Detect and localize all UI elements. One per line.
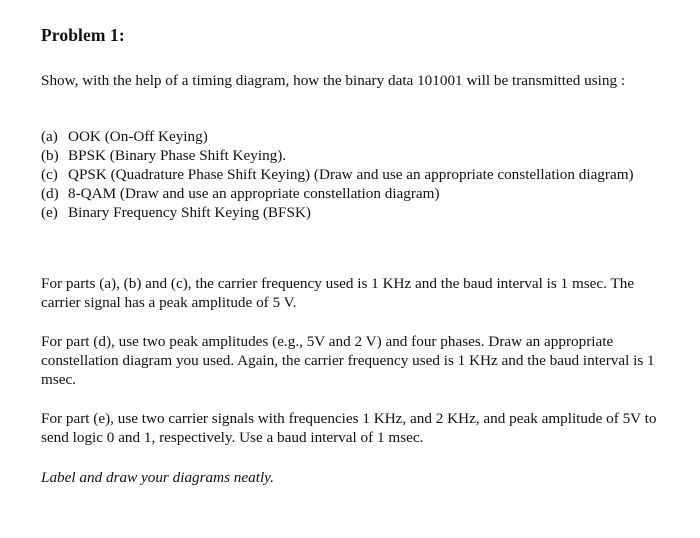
part-a-label: (a): [41, 128, 58, 145]
part-e-text: Binary Frequency Shift Keying (BFSK): [68, 204, 311, 221]
parts-list: [41, 127, 661, 222]
carrier-parameters-paragraph: For parts (a), (b) and (c), the carrier frequency used is 1 KHz and the baud interval is 1 msec. The carrier signal has a peak amplitude of 5 V.: [41, 275, 635, 311]
part-d-text: 8-QAM (Draw and use an appropriate constellation diagram): [68, 185, 440, 202]
part-c-label: (c): [41, 166, 58, 183]
list-item: [41, 165, 661, 184]
part-b-label: (b): [41, 147, 59, 164]
part-c-text: QPSK (Quadrature Phase Shift Keying) (Draw and use an appropriate constellation diagram): [68, 166, 634, 183]
problem-title: Problem 1:: [41, 25, 125, 45]
closing-instruction: Label and draw your diagrams neatly.: [41, 469, 274, 486]
list-item: [41, 146, 661, 165]
list-item: [41, 203, 661, 222]
qam-parameters-paragraph: For part (d), use two peak amplitudes (e.g., 5V and 2 V) and four phases. Draw an appropriate constellation diagram you used. Again, the carrier frequency used is 1 KHz and the baud interval is 1 msec.: [41, 333, 655, 388]
part-d-label: (d): [41, 185, 59, 202]
part-e-label: (e): [41, 204, 58, 221]
intro-paragraph: Show, with the help of a timing diagram, how the binary data 101001 will be transmitted using :: [41, 72, 626, 89]
part-b-text: BPSK (Binary Phase Shift Keying).: [68, 147, 287, 164]
bfsk-parameters-paragraph: For part (e), use two carrier signals with frequencies 1 KHz, and 2 KHz, and peak amplitude of 5V to send logic 0 and 1, respectively. Use a baud interval of 1 msec.: [41, 410, 657, 446]
list-item: [41, 127, 661, 146]
list-item: [41, 184, 661, 203]
part-a-text: OOK (On-Off Keying): [68, 128, 208, 145]
